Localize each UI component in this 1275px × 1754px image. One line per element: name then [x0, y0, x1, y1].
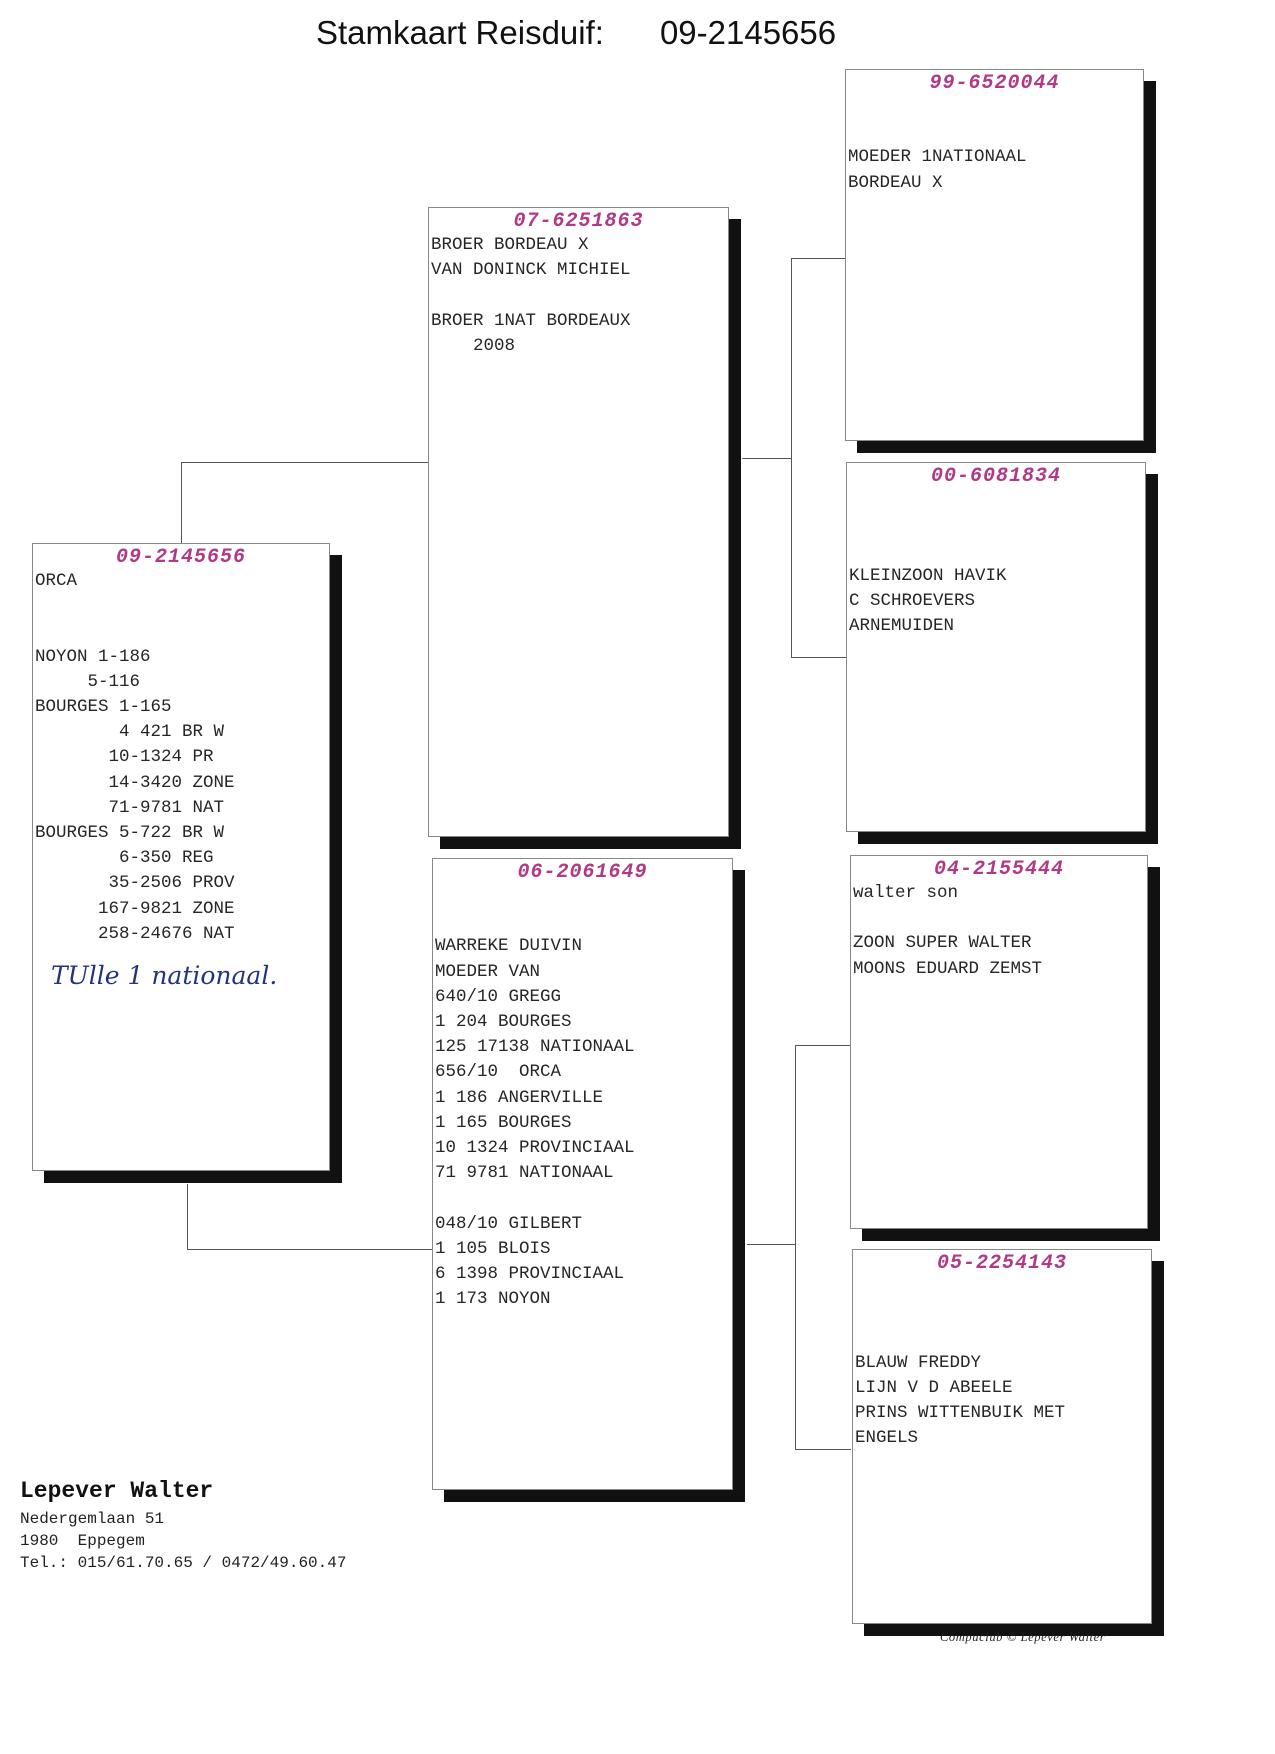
connector-mother-grandparents	[795, 1045, 851, 1450]
mother-line: 1 165 BOURGES	[435, 1112, 572, 1133]
mother-line: 1 173 NOYON	[435, 1289, 551, 1310]
mother-line: MOEDER VAN	[435, 961, 541, 982]
mother-line: 10 1324 PROVINCIAAL	[435, 1138, 635, 1158]
mother-line	[435, 884, 732, 909]
mother-father-card	[850, 855, 1148, 1229]
mother-father-line	[853, 906, 1147, 931]
mother-line: 125 17138 NATIONAAL	[435, 1037, 635, 1058]
mother-card	[432, 858, 733, 1490]
pigeon-line: 6-350 REG	[35, 848, 214, 869]
mother-line: 1 105 BLOIS	[435, 1238, 551, 1259]
owner-street: Nedergemlaan 51	[20, 1510, 165, 1528]
pigeon-line: 35-2506 PROV	[35, 873, 235, 894]
father-father-card	[845, 69, 1144, 441]
mother-mother-line	[855, 1300, 1151, 1325]
father-father-line	[848, 120, 1143, 145]
owner-address-block	[20, 1478, 346, 1574]
mother-line	[435, 909, 732, 934]
father-notes	[429, 233, 728, 359]
pigeon-line: 14-3420 ZONE	[35, 772, 235, 793]
mother-mother-line: ENGELS	[855, 1428, 919, 1449]
father-line: BROER BORDEAU X	[431, 235, 589, 255]
father-mother-card	[846, 462, 1146, 832]
father-mother-line	[849, 488, 1145, 513]
father-line: 2008	[431, 335, 516, 356]
footer-credit: Compuclub © Lepever Walter	[940, 1630, 1106, 1644]
mother-line: 71 9781 NATIONAAL	[435, 1163, 614, 1184]
pigeon-line: 71-9781 NAT	[35, 797, 225, 818]
father-mother-line: KLEINZOON HAVIK	[849, 565, 1007, 586]
mother-line	[435, 1186, 732, 1211]
father-mother-line	[849, 538, 1145, 563]
father-father-line	[848, 95, 1143, 120]
pigeon-line	[35, 619, 329, 644]
mother-mother-line: BLAUW FREDDY	[855, 1352, 982, 1373]
connector-mother-out	[747, 1244, 796, 1245]
father-mother-line: ARNEMUIDEN	[849, 615, 955, 636]
title-ring-number: 09-2145656	[659, 14, 837, 51]
father-mother-ring-number: 00-6081834	[930, 465, 1062, 488]
mother-line: 1 204 BOURGES	[435, 1011, 572, 1032]
pigeon-line: BOURGES 5-722 BR W	[35, 823, 225, 843]
father-ring-number: 07-6251863	[513, 210, 644, 233]
owner-name: Lepever Walter	[20, 1478, 214, 1504]
mother-mother-line: PRINS WITTENBUIK MET	[855, 1402, 1066, 1423]
pigeon-line: 5-116	[35, 671, 141, 692]
mother-line: 1 186 ANGERVILLE	[435, 1087, 604, 1108]
connector-pigeon-father	[181, 462, 429, 545]
father-mother-line	[849, 513, 1145, 538]
pigeon-line	[35, 594, 329, 619]
pigeon-results	[33, 569, 329, 947]
pigeon-line: 167-9821 ZONE	[35, 898, 235, 919]
owner-phone: Tel.: 015/61.70.65 / 0472/49.60.47	[20, 1554, 347, 1572]
mother-father-ring-number: 04-2155444	[933, 858, 1065, 881]
father-line	[431, 283, 728, 308]
mother-mother-notes	[853, 1275, 1151, 1451]
connector-father-out	[742, 458, 792, 459]
connector-pigeon-mother	[187, 1184, 432, 1250]
mother-line: WARREKE DUIVIN	[435, 936, 583, 957]
pigeon-line: 4 421 BR W	[35, 722, 225, 743]
mother-mother-line: LIJN V D ABEELE	[855, 1377, 1013, 1398]
father-mother-line: C SCHROEVERS	[849, 590, 976, 611]
mother-mother-ring-number: 05-2254143	[936, 1252, 1068, 1275]
pigeon-card	[32, 543, 330, 1171]
father-father-notes	[846, 95, 1143, 196]
father-father-ring-number: 99-6520044	[929, 72, 1060, 95]
handwritten-note: TUlle 1 nationaal.	[51, 961, 278, 991]
pigeon-line: ORCA	[35, 571, 78, 591]
mother-line: 640/10 GREGG	[435, 986, 562, 1007]
mother-mother-card	[852, 1249, 1152, 1624]
mother-father-notes	[851, 881, 1147, 982]
father-father-line: MOEDER 1NATIONAAL	[848, 147, 1027, 168]
father-line: VAN DONINCK MICHIEL	[431, 260, 631, 281]
title-label: Stamkaart Reisduif:	[316, 14, 604, 51]
pigeon-line: BOURGES 1-165	[35, 696, 172, 717]
mother-line: 6 1398 PROVINCIAAL	[435, 1264, 625, 1284]
mother-father-line: MOONS EDUARD ZEMST	[853, 958, 1043, 979]
father-mother-notes	[847, 488, 1145, 639]
pigeon-line: 10-1324 PR	[35, 747, 214, 768]
page-title	[316, 14, 836, 52]
mother-mother-line	[855, 1325, 1151, 1350]
father-father-line: BORDEAU X	[848, 172, 943, 193]
mother-line: 048/10 GILBERT	[435, 1213, 583, 1234]
connector-father-grandparents	[791, 258, 846, 658]
mother-father-line: ZOON SUPER WALTER	[853, 933, 1032, 954]
mother-father-line: walter son	[853, 883, 959, 903]
pigeon-line: 258-24676 NAT	[35, 923, 235, 944]
mother-mother-line	[855, 1275, 1151, 1300]
pigeon-line: NOYON 1-186	[35, 646, 151, 667]
father-line: BROER 1NAT BORDEAUX	[431, 310, 631, 331]
pigeon-ring-number: 09-2145656	[115, 546, 247, 569]
mother-notes	[433, 884, 732, 1312]
mother-ring-number: 06-2061649	[517, 861, 648, 884]
father-card	[428, 207, 729, 837]
owner-city: 1980 Eppegem	[20, 1532, 145, 1550]
mother-line: 656/10 ORCA	[435, 1062, 562, 1083]
